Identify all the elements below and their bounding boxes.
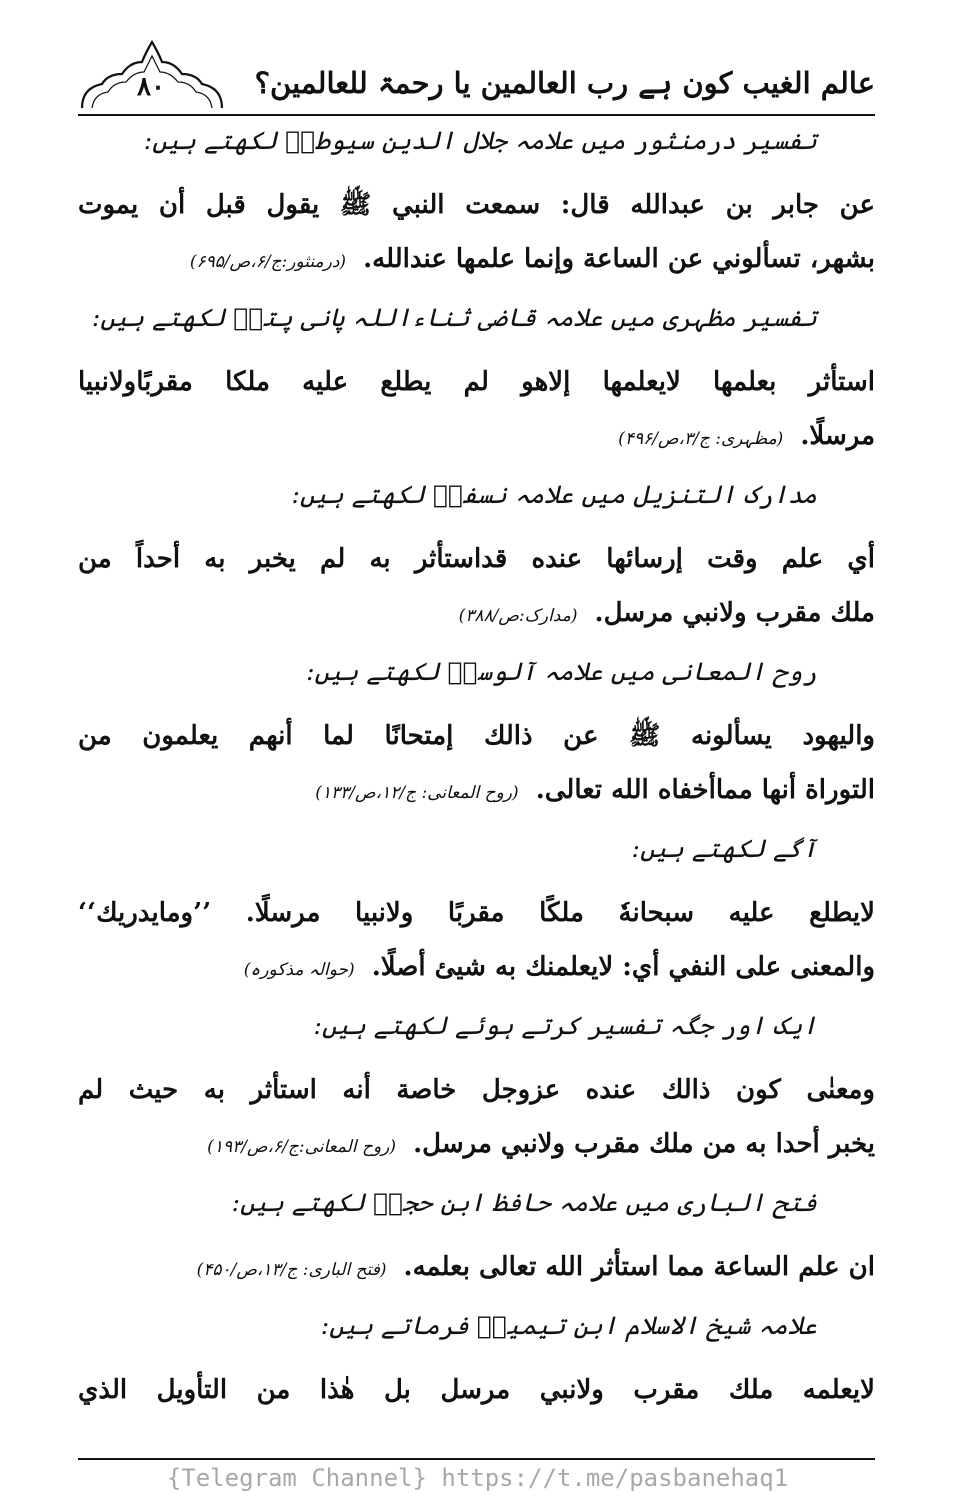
urdu-intro-further: آگے لکھتے ہیں: — [631, 834, 817, 863]
citation: (مدارک:ص/۳۸۸) — [458, 606, 578, 626]
urdu-intro-mazhari: تفسیر مظہری میں علامہ قاضی ثناءاللہ پانی پتیؒ لکھتے ہیں: — [91, 303, 817, 332]
arabic-quote-further — [78, 886, 875, 997]
citation: (حوالہ مذکورہ) — [243, 960, 355, 980]
citation: (مظہری: ج/۳،ص/۴۹۶) — [618, 429, 784, 449]
arabic-line — [78, 1117, 875, 1174]
arabic-line — [78, 1240, 875, 1297]
arabic-line: أي علم وقت إرسائها عنده قداستأثر به لم يخبر به أحداً من — [78, 544, 875, 574]
arabic-line: لايعلمه ملك مقرب ولانبي مرسل بل هٰذا من التأويل الذي — [78, 1375, 875, 1405]
arabic-line: واليهود يسألونه ﷺ عن ذالك إمتحانًا لما أنهم يعلمون من — [78, 721, 875, 751]
urdu-intro-ibn-taymiyyah: علامہ شیخ الاسلام ابن تیمیہؒ فرماتے ہیں: — [320, 1311, 817, 1340]
urdu-intro-ruh-al-maani: روح المعانی میں علامہ آلوسیؒ لکھتے ہیں: — [306, 657, 817, 686]
arabic-line: لايطلع عليه سبحانهٗ ملكًا مقربًا ولانبيا مرسلًا. ’’ومايدريك‘‘ — [78, 898, 875, 928]
urdu-intro-durr-manthur: تفسیر درمنثور میں علامہ جلال الدین سیوطیؒ لکھتے ہیں: — [143, 126, 817, 155]
page-header — [78, 38, 875, 118]
arabic-quote-ruh-al-maani — [78, 709, 875, 820]
arabic-text: ان علم الساعة مما استأثر الله تعالى بعلمه. — [403, 1252, 875, 1282]
arabic-quote-fath-al-bari — [78, 1240, 875, 1297]
citation: (درمنثور:ج/۶،ص/۶۹۵) — [189, 252, 347, 272]
book-title: عالم الغیب کون ہے رب العالمین یا رحمۃ للعالمین؟ — [254, 66, 875, 100]
arabic-line: عن جابر بن عبدالله قال: سمعت النبي ﷺ يقول قبل أن يموت — [78, 190, 875, 220]
arabic-line — [78, 409, 875, 466]
urdu-intro-madarik: مدارک التنزیل میں علامہ نسفیؒ لکھتے ہیں: — [291, 480, 817, 509]
arabic-line — [78, 763, 875, 820]
arabic-text: التوراة أنها مماأخفاه الله تعالى. — [535, 775, 875, 805]
arabic-text: مرسلًا. — [800, 421, 875, 451]
page-number: ۸۰ — [137, 72, 165, 102]
page-content — [78, 124, 875, 1429]
arabic-text: ملك مقرب ولانبي مرسل. — [594, 598, 875, 628]
arabic-quote-mazhari — [78, 355, 875, 466]
header-divider — [78, 114, 875, 116]
arabic-line: استأثر بعلمها لايعلمها إلاهو لم يطلع عليه ملكا مقربًاولانبيا — [78, 367, 875, 397]
arabic-line — [78, 940, 875, 997]
arabic-text: والمعنى على النفي أي: لايعلمنك به شيئ أصلًا. — [371, 952, 875, 982]
arabic-line: ومعنٰى كون ذالك عنده عزوجل خاصة أنه استأثر به حيث لم — [78, 1075, 875, 1105]
urdu-intro-another-place: ایک اور جگہ تفسیر کرتے ہوئے لکھتے ہیں: — [313, 1011, 817, 1040]
arabic-quote-another-place — [78, 1063, 875, 1174]
arabic-quote-durr-manthur — [78, 178, 875, 289]
arabic-line — [78, 586, 875, 643]
citation: (روح المعانی: ج/۱۲،ص/۱۳۳) — [315, 783, 519, 803]
footer-divider — [78, 1458, 875, 1460]
citation: (فتح الباری: ج/۱۳،ص/۴۵۰) — [196, 1260, 387, 1280]
arabic-text: بشهر، تسألوني عن الساعة وإنما علمها عندالله. — [363, 244, 875, 274]
arabic-quote-ibn-taymiyyah — [78, 1363, 875, 1417]
telegram-channel-watermark: {Telegram Channel} https://t.me/pasbanehaq1 — [166, 1464, 789, 1492]
urdu-intro-fath-al-bari: فتح الباری میں علامہ حافظ ابن حجرؒ لکھتے ہیں: — [231, 1188, 817, 1217]
arabic-quote-madarik — [78, 532, 875, 643]
arabic-text: يخبر أحدا به من ملك مقرب ولانبي مرسل. — [413, 1129, 875, 1159]
citation: (روح المعانی:ج/۶،ص/۱۹۳) — [207, 1137, 397, 1157]
arabic-line — [78, 232, 875, 289]
